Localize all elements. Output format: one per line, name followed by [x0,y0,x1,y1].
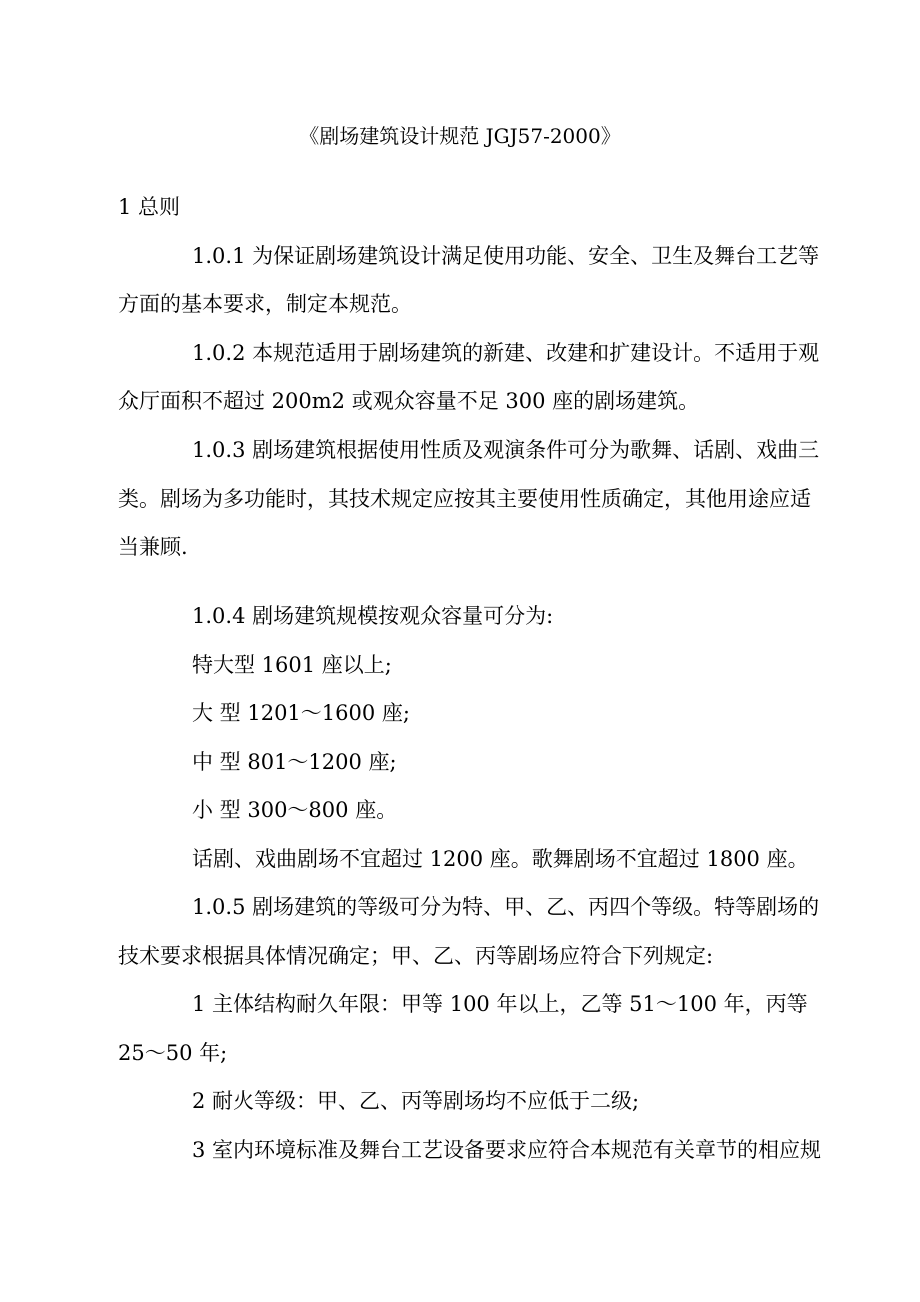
clause-1-0-5-line-2: 技术要求根据具体情况确定；甲、乙、丙等剧场应符合下列规定: [118,944,714,968]
section-heading: 1 总则 [118,195,181,219]
clause-1-0-4-line-1: 1.0.4 剧场建筑规模按观众容量可分为: [192,604,554,628]
document-title: 《剧场建筑设计规范 JGJ57-2000》 [299,124,621,148]
clause-1-0-4-note: 话剧、戏曲剧场不宜超过 1200 座。歌舞剧场不宜超过 1800 座。 [192,847,809,871]
clause-1-0-1-line-1: 1.0.1 为保证剧场建筑设计满足使用功能、安全、卫生及舞台工艺等 [192,244,820,268]
clause-1-0-5-item-2: 2 耐火等级：甲、乙、丙等剧场均不应低于二级; [192,1089,640,1113]
clause-1-0-1-line-2: 方面的基本要求，制定本规范。 [118,292,412,316]
clause-1-0-5-line-1: 1.0.5 剧场建筑的等级可分为特、甲、乙、丙四个等级。特等剧场的 [192,895,820,919]
clause-1-0-2-line-1: 1.0.2 本规范适用于剧场建筑的新建、改建和扩建设计。不适用于观 [192,341,820,365]
clause-1-0-4-item-4: 小 型 300～800 座。 [192,798,398,822]
clause-1-0-4-item-3: 中 型 801～1200 座; [192,750,397,774]
clause-1-0-4-item-2: 大 型 1201～1600 座; [192,701,410,725]
clause-1-0-4-item-1: 特大型 1601 座以上; [192,653,392,677]
clause-1-0-5-item-3: 3 室内环境标准及舞台工艺设备要求应符合本规范有关章节的相应规 [192,1138,822,1162]
clause-1-0-3-line-1: 1.0.3 剧场建筑根据使用性质及观演条件可分为歌舞、话剧、戏曲三 [192,438,820,462]
clause-1-0-3-line-2: 类。剧场为多功能时，其技术规定应按其主要使用性质确定，其他用途应适 [118,487,811,511]
clause-1-0-2-line-2: 众厅面积不超过 200m2 或观众容量不足 300 座的剧场建筑。 [118,389,700,413]
clause-1-0-5-item-1-line-1: 1 主体结构耐久年限：甲等 100 年以上，乙等 51～100 年，丙等 [192,992,808,1016]
clause-1-0-3-line-3: 当兼顾. [118,535,188,559]
clause-1-0-5-item-1-line-2: 25～50 年; [118,1041,228,1065]
